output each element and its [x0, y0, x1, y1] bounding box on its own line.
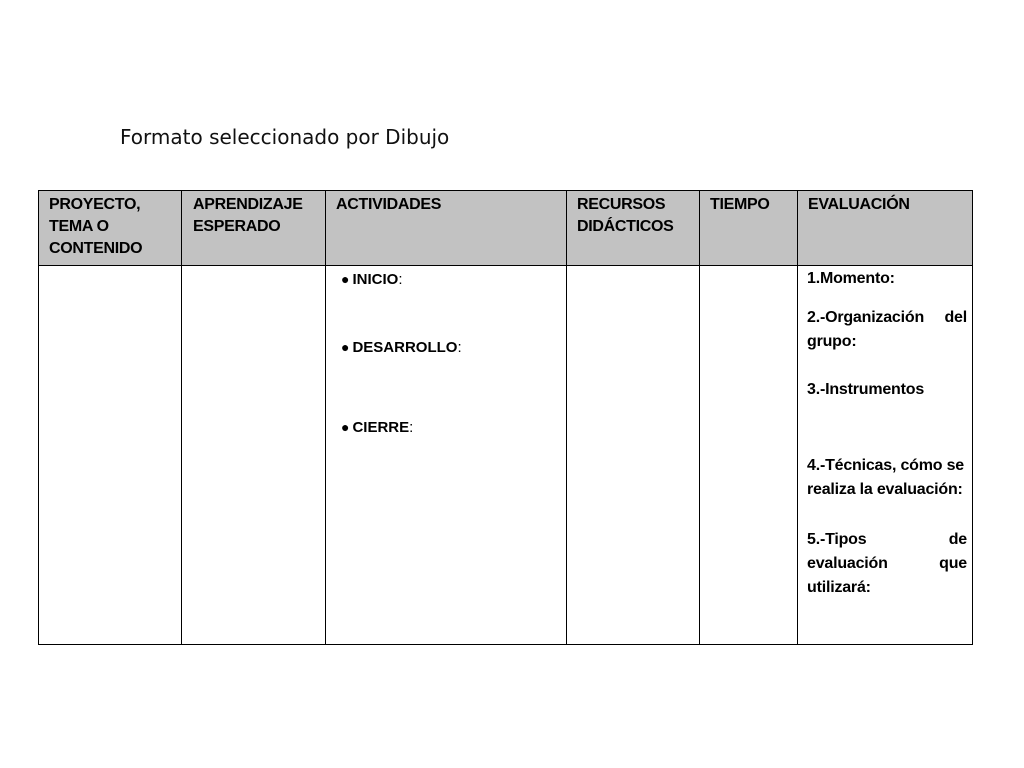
column-divider [566, 191, 567, 644]
colon: : [398, 271, 403, 288]
page-title: Formato seleccionado por Dibujo [120, 125, 450, 149]
bullet-icon: ● [341, 339, 350, 355]
eval-tipos-line1: 5.-Tipos de [807, 531, 967, 548]
activity-label: INICIO [352, 271, 399, 288]
column-divider [797, 191, 798, 644]
activity-inicio [341, 271, 402, 288]
eval-momento: 1.Momento: [807, 270, 895, 287]
bullet-icon: ● [341, 271, 350, 287]
activity-label: DESARROLLO [352, 339, 458, 356]
colon: : [457, 339, 462, 356]
eval-tipos-line2: evaluación que [807, 555, 967, 572]
header-evaluacion: EVALUACIÓN [808, 196, 910, 213]
eval-tecnicas-line1: 4.-Técnicas, cómo se [807, 457, 964, 474]
header-recursos: RECURSOS DIDÁCTICOS [577, 196, 674, 235]
column-divider [181, 191, 182, 644]
eval-organizacion-line2: grupo: [807, 333, 857, 350]
header-tiempo: TIEMPO [710, 196, 770, 213]
activity-cierre [341, 419, 413, 436]
activity-desarrollo [341, 339, 462, 356]
header-aprendizaje: APRENDIZAJE ESPERADO [193, 196, 303, 235]
column-divider [325, 191, 326, 644]
activity-label: CIERRE [352, 419, 410, 436]
eval-instrumentos: 3.-Instrumentos [807, 381, 925, 398]
colon: : [409, 419, 414, 436]
header-proyecto: PROYECTO, TEMA O CONTENIDO [49, 196, 143, 257]
eval-organizacion-line1: 2.-Organización del [807, 309, 967, 326]
header-actividades: ACTIVIDADES [336, 196, 442, 213]
column-divider [699, 191, 700, 644]
bullet-icon: ● [341, 419, 350, 435]
planning-table [38, 190, 973, 645]
eval-tecnicas-line2: realiza la evaluación: [807, 481, 963, 498]
eval-tipos-line3: utilizará: [807, 579, 871, 596]
